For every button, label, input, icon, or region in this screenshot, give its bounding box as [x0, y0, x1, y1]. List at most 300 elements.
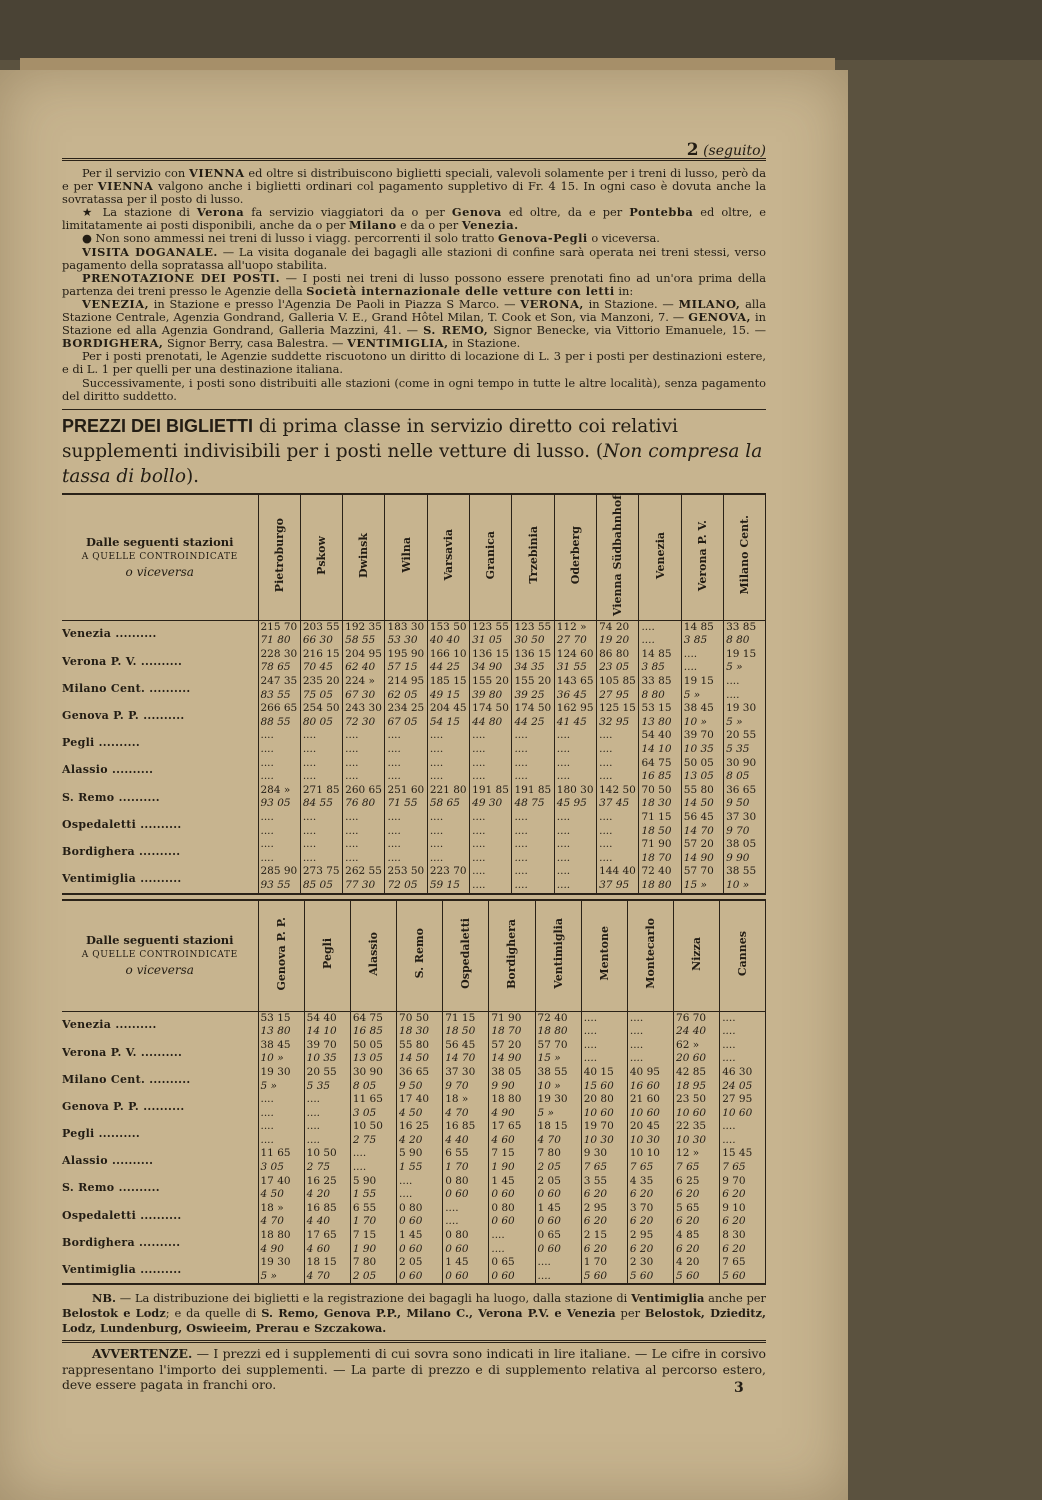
- fare-price: 54 40: [641, 729, 672, 742]
- fare-supplement: 24 05: [722, 1079, 753, 1092]
- fare-price: 39 70: [683, 729, 714, 742]
- fare-price: ....: [260, 838, 274, 851]
- fare-cell: [443, 1256, 489, 1284]
- fare-cell: [681, 675, 723, 702]
- fare-cell: [535, 1011, 581, 1039]
- station-name: [62, 648, 258, 675]
- fare-supplement: 37 95: [599, 878, 630, 891]
- fare-price: 62 »: [676, 1038, 700, 1051]
- fare-supplement: 6 20: [629, 1242, 654, 1255]
- fare-price: 70 50: [641, 783, 672, 796]
- column-header: [443, 900, 489, 1012]
- fare-cell: [681, 784, 723, 811]
- fare-cell: [627, 1093, 673, 1120]
- fare-supplement: 37 45: [599, 797, 630, 810]
- fare-cell: [343, 757, 385, 784]
- fare-price: 64 75: [641, 756, 672, 769]
- fare-cell: [554, 757, 596, 784]
- fare-cell: [304, 1202, 350, 1229]
- fare-cell: [674, 1066, 720, 1093]
- fare-cell: [300, 729, 342, 756]
- fare-supplement: 49 15: [429, 688, 460, 701]
- fare-supplement: 78 65: [260, 661, 291, 674]
- intro-run-text: in:: [614, 283, 634, 298]
- fare-supplement: ....: [387, 851, 401, 864]
- leader-dots: ..........: [94, 736, 140, 750]
- fare-price: 56 45: [683, 810, 714, 823]
- prices-italic: Non compresa la tassa di bollo: [62, 440, 763, 487]
- fare-price: 56 45: [445, 1038, 476, 1051]
- fare-price: 17 40: [399, 1093, 430, 1106]
- fare-cell: [350, 1256, 396, 1284]
- fare-cell: [258, 1093, 304, 1120]
- fare-price: 20 45: [629, 1120, 660, 1133]
- fare-price: 2 30: [629, 1256, 654, 1269]
- fare-price: 0 80: [445, 1229, 469, 1242]
- fare-cell: [470, 865, 512, 893]
- avvertenze-run-text: — I prezzi ed i supplementi di cui sovra sono indicati in lire italiane. — Le cifre in corsivo rappresentano l'importo dei supplementi. — La parte di prezzo e di supplemento relativa al percorso estero, deve essere pagata in franchi oro.: [62, 1346, 766, 1392]
- fare-price: 19 30: [260, 1256, 291, 1269]
- fare-supplement: ....: [352, 1161, 367, 1174]
- fare-supplement: 15 »: [537, 1052, 561, 1065]
- fare-price: 23 50: [676, 1093, 707, 1106]
- fare-price: ....: [260, 1093, 274, 1106]
- fare-supplement: ....: [641, 634, 655, 647]
- fare-supplement: 58 65: [429, 797, 460, 810]
- station-label: S. Remo: [62, 1181, 115, 1195]
- fare-price: ....: [306, 1120, 321, 1133]
- fare-cell: [385, 811, 427, 838]
- fare-cell: [724, 702, 766, 729]
- fare-price: ....: [629, 1011, 644, 1024]
- fare-price: 214 95: [387, 675, 425, 688]
- fare-supplement: 5 »: [683, 688, 701, 701]
- fare-cell: [350, 1093, 396, 1120]
- fare-cell: [427, 811, 469, 838]
- fare-price: 6 25: [676, 1174, 700, 1187]
- station-label: S. Remo: [62, 790, 115, 804]
- fare-supplement: 93 05: [260, 797, 291, 810]
- fare-supplement: ....: [537, 1269, 551, 1282]
- station-label: Ospedaletti: [62, 817, 137, 831]
- fare-cell: [581, 1066, 627, 1093]
- fare-price: 174 50: [472, 702, 509, 715]
- fare-cell: [385, 620, 427, 648]
- fare-cell: [554, 865, 596, 893]
- fare-price: 192 35: [345, 620, 382, 633]
- fare-supplement: ....: [399, 1188, 413, 1201]
- station-label: Pegli: [62, 736, 95, 750]
- intro-paragraph: [62, 272, 766, 298]
- fare-price: 251 60: [387, 783, 425, 796]
- fare-cell: [258, 648, 300, 675]
- fare-price: ....: [556, 838, 571, 851]
- station-name: [62, 1120, 258, 1147]
- fare-price: 112 »: [556, 620, 587, 633]
- fare-price: ....: [302, 756, 317, 769]
- fare-supplement: ....: [599, 851, 613, 864]
- fare-cell: [512, 620, 554, 648]
- fare-price: 11 65: [260, 1147, 291, 1160]
- fare-price: 38 05: [491, 1065, 522, 1078]
- column-header-label: Pegli: [320, 938, 334, 970]
- fare-cell: [300, 865, 342, 893]
- fare-price: 2 05: [399, 1256, 423, 1269]
- fare-supplement: 14 10: [306, 1025, 337, 1038]
- fare-price: 6 55: [445, 1147, 469, 1160]
- fare-cell: [489, 1120, 535, 1147]
- column-header-label: Verona P. V.: [695, 519, 709, 591]
- station-label: Milano Cent.: [62, 681, 146, 695]
- fare-supplement: 67 05: [387, 715, 418, 728]
- fare-cell: [427, 838, 469, 865]
- fare-supplement: 4 90: [491, 1106, 515, 1119]
- fare-price: 1 45: [537, 1201, 561, 1214]
- leader-dots: ..........: [136, 817, 182, 831]
- fare-price: 0 80: [491, 1201, 515, 1214]
- intro-paragraph: [62, 246, 766, 272]
- fare-supplement: ....: [556, 743, 571, 756]
- fare-supplement: 9 50: [399, 1079, 423, 1092]
- column-header: [258, 900, 304, 1012]
- fare-supplement: 10 »: [726, 878, 750, 891]
- column-header: [489, 900, 535, 1012]
- fare-cell: [720, 1120, 766, 1147]
- fare-cell: [350, 1120, 396, 1147]
- fare-supplement: 1 70: [445, 1161, 469, 1174]
- fare-cell: [681, 811, 723, 838]
- fare-supplement: 5 »: [260, 1079, 277, 1092]
- intro-run-bold: Milano: [349, 218, 397, 233]
- fare-price: ....: [302, 729, 317, 742]
- fare-supplement: ....: [514, 743, 528, 756]
- station-name: [62, 1066, 258, 1093]
- fare-supplement: 45 95: [556, 797, 587, 810]
- fare-price: ....: [556, 729, 571, 742]
- fare-supplement: ....: [472, 851, 486, 864]
- fare-price: ....: [345, 838, 359, 851]
- intro-run-bold: GENOVA,: [688, 310, 752, 325]
- column-header-label: Pskow: [314, 535, 328, 575]
- fare-cell: [674, 1229, 720, 1256]
- fare-supplement: 0 60: [537, 1242, 561, 1255]
- fare-price: 14 85: [641, 647, 672, 660]
- table-row: [62, 1202, 766, 1229]
- fare-price: ....: [629, 1038, 644, 1051]
- fare-price: 72 40: [537, 1011, 568, 1024]
- column-header: [512, 494, 554, 620]
- intro-run-bold: PRENOTAZIONE DEI POSTI.: [82, 270, 281, 285]
- table-row: [62, 620, 766, 648]
- fare-price: 30 90: [726, 756, 757, 769]
- fare-price: 204 45: [429, 702, 467, 715]
- fare-cell: [489, 1039, 535, 1066]
- fare-supplement: 5 35: [726, 743, 750, 756]
- fare-price: 260 65: [345, 783, 382, 796]
- station-label: Bordighera: [62, 844, 135, 858]
- fare-cell: [258, 1120, 304, 1147]
- fare-supplement: 4 50: [260, 1188, 284, 1201]
- fare-price: 38 05: [726, 838, 757, 851]
- fare-supplement: ....: [599, 743, 613, 756]
- nb-run-bold: Ventimiglia: [631, 1291, 705, 1306]
- fare-price: 37 30: [445, 1065, 476, 1078]
- station-name: [62, 1147, 258, 1174]
- fare-supplement: 10 60: [676, 1106, 707, 1119]
- fare-price: ....: [387, 756, 401, 769]
- fare-supplement: 4 70: [445, 1106, 469, 1119]
- fare-supplement: 6 20: [722, 1242, 746, 1255]
- fare-cell: [639, 865, 681, 893]
- fare-price: 18 15: [537, 1120, 568, 1133]
- intro-run-bold: Società internazionale delle vetture con letti: [306, 283, 615, 298]
- fare-cell: [674, 1175, 720, 1202]
- intro-run-text: Successivamente, i posti sono distribuiti alle stazioni (come in ogni tempo in tutte le altre località), senza pagamento del diritto suddetto.: [62, 375, 766, 403]
- fare-price: 21 60: [629, 1093, 660, 1106]
- fare-price: 7 65: [722, 1256, 746, 1269]
- intro-run-text: o viceversa.: [587, 231, 660, 246]
- fare-price: 2 05: [537, 1174, 561, 1187]
- fare-price: 5 90: [399, 1147, 423, 1160]
- fare-price: 15 45: [722, 1147, 753, 1160]
- fare-cell: [720, 1256, 766, 1284]
- fare-cell: [258, 1039, 304, 1066]
- fare-price: ....: [722, 1038, 736, 1051]
- table-row: [62, 1093, 766, 1120]
- fare-cell: [627, 1039, 673, 1066]
- fare-price: 0 80: [445, 1174, 469, 1187]
- fare-cell: [581, 1202, 627, 1229]
- fare-supplement: 0 60: [445, 1242, 469, 1255]
- fare-supplement: 1 55: [352, 1188, 377, 1201]
- fare-price: 38 55: [537, 1065, 568, 1078]
- fare-supplement: 18 50: [641, 824, 672, 837]
- fare-price: 191 85: [472, 783, 509, 796]
- fare-supplement: ....: [345, 743, 359, 756]
- fare-cell: [304, 1093, 350, 1120]
- fare-price: 17 65: [306, 1229, 337, 1242]
- fare-supplement: 27 70: [556, 634, 587, 647]
- fare-cell: [512, 784, 554, 811]
- leader-dots: ..........: [139, 1099, 185, 1113]
- fare-supplement: 14 50: [399, 1052, 430, 1065]
- intro-run-text: — La visita doganale dei bagagli alle stazioni di confine sarà operata nei treni stessi, verso pagamento della sopratassa all'uopo stabilita.: [62, 244, 766, 272]
- fare-price: ....: [445, 1201, 459, 1214]
- fare-supplement: 10 35: [306, 1052, 337, 1065]
- fare-supplement: ....: [260, 770, 274, 783]
- intro-run-bold: Genova: [451, 205, 502, 220]
- fare-cell: [512, 811, 554, 838]
- fare-price: ....: [352, 1147, 367, 1160]
- fare-price: ....: [472, 756, 486, 769]
- table-row: [62, 1039, 766, 1066]
- fare-supplement: 30 50: [514, 634, 545, 647]
- fare-price: 4 85: [676, 1229, 700, 1242]
- station-label: Genova P. P.: [62, 709, 140, 723]
- fare-cell: [258, 675, 300, 702]
- fare-supplement: 41 45: [556, 715, 587, 728]
- fare-supplement: ....: [387, 770, 401, 783]
- corner-line2: A QUELLE CONTROINDICATE: [81, 950, 238, 961]
- fare-price: 153 50: [429, 620, 467, 633]
- fare-cell: [343, 865, 385, 893]
- fare-cell: [720, 1229, 766, 1256]
- fare-cell: [581, 1039, 627, 1066]
- fare-price: 243 30: [345, 702, 382, 715]
- fare-supplement: ....: [260, 1106, 274, 1119]
- fare-price: 183 30: [387, 620, 425, 633]
- column-header-label: Trzebinia: [526, 526, 540, 584]
- fare-supplement: 85 05: [302, 878, 333, 891]
- fare-cell: [639, 811, 681, 838]
- fare-supplement: 13 80: [260, 1025, 291, 1038]
- fare-price: ....: [599, 838, 613, 851]
- fare-supplement: ....: [556, 824, 571, 837]
- column-header-label: Bordighera: [505, 918, 519, 989]
- fare-supplement: 0 60: [537, 1215, 561, 1228]
- fare-price: 204 95: [345, 647, 382, 660]
- corner-cell: [62, 900, 258, 1012]
- fare-price: 18 15: [306, 1256, 337, 1269]
- fare-cell: [627, 1147, 673, 1174]
- nb-run-bold: S. Remo, Genova P.P., Milano C., Verona P.V. e Venezia: [261, 1306, 616, 1321]
- fare-supplement: 14 70: [683, 824, 714, 837]
- fare-supplement: 1 55: [399, 1161, 423, 1174]
- fare-price: 174 50: [514, 702, 552, 715]
- fare-price: 215 70: [260, 620, 298, 633]
- fare-cell: [535, 1175, 581, 1202]
- fare-supplement: 4 20: [399, 1133, 423, 1146]
- fare-price: ....: [641, 620, 655, 633]
- intro-run-text: in Stazione ed alla Agenzia Gondrand, Galleria Mazzini, 41. —: [62, 310, 766, 338]
- fare-price: 22 35: [676, 1120, 707, 1133]
- fare-supplement: 5 »: [260, 1269, 277, 1282]
- running-header: [62, 140, 766, 161]
- fare-cell: [300, 620, 342, 648]
- table-row: [62, 757, 766, 784]
- fare-cell: [720, 1147, 766, 1174]
- footer-page-number: 3: [734, 1380, 744, 1396]
- fare-price: 19 30: [726, 702, 757, 715]
- table-row: [62, 675, 766, 702]
- fare-supplement: ....: [260, 851, 274, 864]
- station-name: [62, 757, 258, 784]
- fare-price: 162 95: [556, 702, 594, 715]
- fare-supplement: 48 75: [514, 797, 545, 810]
- fare-cell: [639, 648, 681, 675]
- fare-supplement: 13 05: [352, 1052, 383, 1065]
- fare-supplement: 14 50: [683, 797, 714, 810]
- fare-supplement: 5 »: [537, 1106, 554, 1119]
- intro-run-text: in Stazione e presso l'Agenzia De Paoli in Piazza S Marco. —: [149, 296, 521, 311]
- fare-price: 9 70: [722, 1174, 746, 1187]
- fare-price: 271 85: [302, 783, 340, 796]
- fare-cell: [681, 648, 723, 675]
- fare-supplement: 77 30: [345, 878, 376, 891]
- fare-supplement: 72 30: [345, 715, 376, 728]
- fare-supplement: 4 20: [306, 1188, 331, 1201]
- fare-price: 124 60: [556, 647, 594, 660]
- corner-line3: o viceversa: [125, 963, 194, 978]
- fare-price: ....: [599, 729, 613, 742]
- fare-cell: [397, 1011, 443, 1039]
- fare-supplement: 5 35: [306, 1079, 331, 1092]
- fare-supplement: 7 65: [583, 1161, 608, 1174]
- fare-supplement: 9 90: [726, 851, 750, 864]
- station-label: Venezia: [62, 627, 112, 641]
- fare-price: 55 80: [399, 1038, 430, 1051]
- fare-price: 19 30: [260, 1065, 291, 1078]
- fare-supplement: 14 70: [445, 1052, 476, 1065]
- fare-supplement: ....: [306, 1133, 321, 1146]
- fare-supplement: 4 70: [537, 1133, 561, 1146]
- fare-cell: [304, 1256, 350, 1284]
- fare-price: 19 15: [683, 675, 714, 688]
- intro-run-text: Per i posti prenotati, le Agenzie suddette riscuotono un diritto di locazione di L. 3 per i posti per destinazioni estere, e di L. 1 per quelli per una destinazione italiana.: [62, 349, 766, 377]
- fare-cell: [300, 702, 342, 729]
- fare-cell: [639, 757, 681, 784]
- fare-supplement: 62 05: [387, 688, 418, 701]
- station-label: Pegli: [62, 1127, 95, 1141]
- fare-cell: [427, 620, 469, 648]
- fare-cell: [343, 838, 385, 865]
- intro-run-text: alla Stazione Centrale, Agenzia Gondrand, Galleria V. E., Grand Hôtel Milan, T. Cook et Son, via Manzoni, 7. —: [62, 296, 766, 325]
- fare-cell: [681, 865, 723, 893]
- fare-price: 38 55: [726, 865, 757, 878]
- fare-cell: [350, 1202, 396, 1229]
- fare-supplement: 3 05: [260, 1161, 284, 1174]
- fare-cell: [343, 702, 385, 729]
- fare-price: 3 55: [583, 1174, 608, 1187]
- intro-run-text: ★ La stazione di: [82, 205, 197, 220]
- fare-supplement: 4 50: [399, 1106, 423, 1119]
- fare-price: 5 90: [352, 1174, 377, 1187]
- fare-supplement: 10 60: [583, 1106, 614, 1119]
- fare-price: ....: [260, 810, 274, 823]
- table-row: [62, 702, 766, 729]
- fare-price: 42 85: [676, 1065, 707, 1078]
- fare-price: 8 30: [722, 1229, 746, 1242]
- fare-cell: [385, 865, 427, 893]
- prices-heading: [62, 414, 766, 489]
- fare-price: 247 35: [260, 675, 298, 688]
- fare-supplement: ....: [387, 743, 401, 756]
- fare-supplement: 19 20: [599, 634, 630, 647]
- fare-price: 50 05: [683, 756, 714, 769]
- fare-cell: [674, 1256, 720, 1284]
- fare-price: ....: [345, 756, 359, 769]
- intro-run-bold: VENEZIA,: [82, 296, 150, 311]
- corner-line3: o viceversa: [125, 564, 194, 579]
- fare-supplement: 31 55: [556, 661, 587, 674]
- fare-supplement: 14 90: [683, 851, 714, 864]
- fare-cell: [443, 1229, 489, 1256]
- fare-price: 38 45: [260, 1038, 291, 1051]
- fare-supplement: 36 45: [556, 688, 587, 701]
- fare-cell: [724, 865, 766, 893]
- station-label: Milano Cent.: [62, 1072, 146, 1086]
- nb-run-text: ; e da quelle di: [165, 1306, 262, 1321]
- fare-cell: [397, 1202, 443, 1229]
- fare-price: 18 »: [260, 1201, 284, 1214]
- fare-supplement: ....: [345, 851, 359, 864]
- fare-supplement: 0 60: [491, 1188, 515, 1201]
- fare-supplement: 0 60: [399, 1242, 423, 1255]
- fare-supplement: ....: [302, 743, 317, 756]
- fare-cell: [258, 1011, 304, 1039]
- intro-run-text: fa servizio viaggiatori da o per: [244, 205, 452, 220]
- nb-run-bold: Belostok, Dzieditz, Lodz, Lundenburg, Oswieeim, Prerau e Szczakowa.: [62, 1306, 766, 1336]
